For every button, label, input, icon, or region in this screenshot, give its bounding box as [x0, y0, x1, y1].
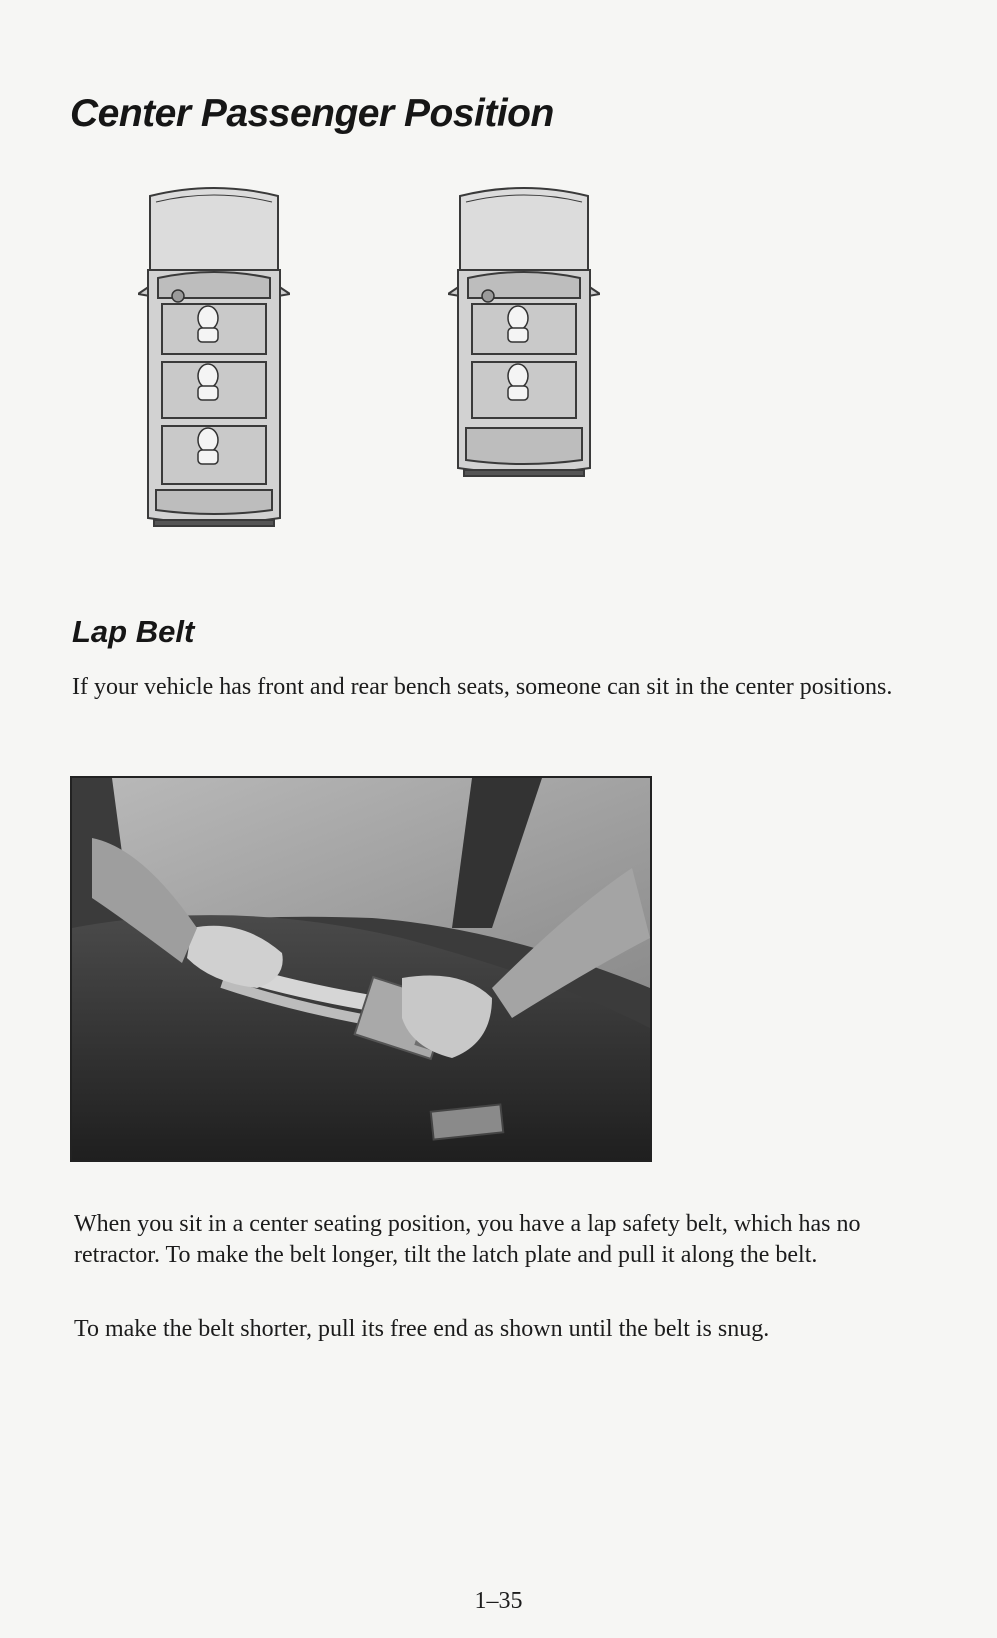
three-row-vehicle-diagram [138, 178, 290, 540]
page-number: 1–35 [474, 1588, 523, 1614]
lap-belt-buckling-photo-icon [72, 778, 650, 1160]
belt-paragraph-2: To make the belt shorter, pull its free end as shown until the belt is snug. [74, 1316, 770, 1342]
intro-paragraph: If your vehicle has front and rear bench seats, someone can sit in the center positions. [72, 674, 893, 700]
section-heading: Lap Belt [72, 614, 195, 649]
belt-paragraph-1: When you sit in a center seating position, you have a lap safety belt, which has no retractor. To make the belt longer, tilt the latch plate and pull it along the belt. [74, 1211, 861, 1268]
lap-belt-photo [70, 776, 652, 1162]
page-title: Center Passenger Position [70, 92, 554, 135]
two-row-vehicle-diagram [448, 178, 600, 488]
